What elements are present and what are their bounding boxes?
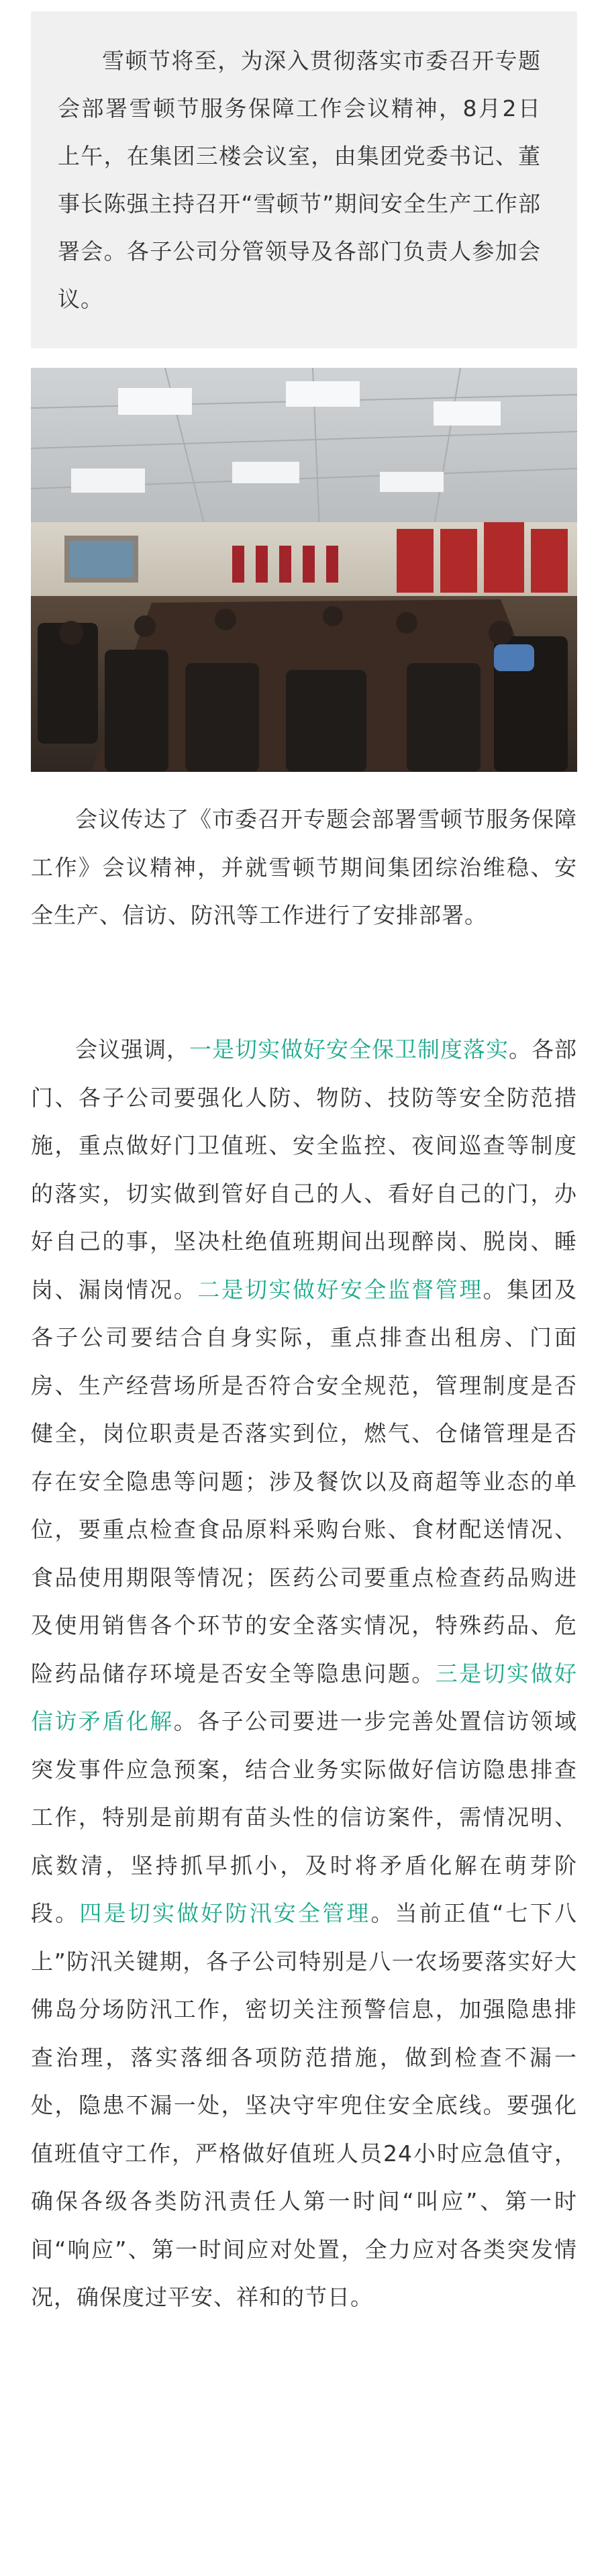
paragraph-meeting-emphasis xyxy=(31,1026,577,2322)
intro-text: 雪顿节将至，为深入贯彻落实市委召开专题会部署雪顿节服务保障工作会议精神，8月2日上午，在集团三楼会议室，由集团党委书记、董事长陈强主持召开“雪顿节”期间安全生产工作部署会。各子公司分管领导及各部门负责人参加会议。 xyxy=(58,48,541,312)
paragraph-meeting-spirit: 会议传达了《市委召开专题会部署雪顿节服务保障工作》会议精神，并就雪顿节期间集团综治维稳、安全生产、信访、防汛等工作进行了安排部署。 xyxy=(31,806,577,928)
body-flood: 。当前正值“七下八上”防汛关键期，各子公司特别是八一农场要落实好大佛岛分场防汛工作，密切关注预警信息，加强隐患排查治理，落实落细各项防范措施，做到检查不漏一处，隐患不漏一处，坚决守牢兜住安全底线。要强化值班值守工作，严格做好值班人员24小时应急值守，确保各级各类防汛责任人第一时间“叫应”、第一时间“响应”、第一时间应对处置，全力应对各类突发情况，确保度过平安、祥和的节日。 xyxy=(31,1900,577,2310)
highlight-supervision: 二是切实做好安全监督管理 xyxy=(197,1276,483,1303)
meeting-photo xyxy=(31,368,577,772)
intro-box xyxy=(31,11,577,348)
highlight-security: 一是切实做好安全保卫制度落实 xyxy=(189,1036,509,1062)
highlight-petition: 三是切实做好信访矛盾化解 xyxy=(31,1660,578,1734)
highlight-flood: 四是切实做好防汛安全管理 xyxy=(79,1900,371,1926)
meeting-room-photo-icon xyxy=(31,368,577,772)
lead-text: 会议强调， xyxy=(75,1036,189,1062)
body-security: 。各部门、各子公司要强化人防、物防、技防等安全防范措施，重点做好门卫值班、安全监控、夜间巡查等制度的落实，切实做到管好自己的人、看好自己的门，办好自己的事，坚决杜绝值班期间出现醉岗、脱岗、睡岗、漏岗情况。 xyxy=(31,1036,577,1303)
body-petition: 。各子公司要进一步完善处置信访领域突发事件应急预案，结合业务实际做好信访隐患排查工作，特别是前期有苗头性的信访案件，需情况明、底数清，坚持抓早抓小，及时将矛盾化解在萌芽阶段。 xyxy=(31,1708,578,1926)
body-supervision: 。集团及各子公司要结合自身实际，重点排查出租房、门面房、生产经营场所是否符合安全规范，管理制度是否健全，岗位职责是否落实到位，燃气、仓储管理是否存在安全隐患等问题；涉及餐饮以及商超等业态的单位，要重点检查食品原料采购台账、食材配送情况、食品使用期限等情况；医药公司要重点检查药品购进及使用销售各个环节的安全落实情况，特殊药品、危险药品储存环境是否安全等隐患问题。 xyxy=(31,1276,578,1687)
